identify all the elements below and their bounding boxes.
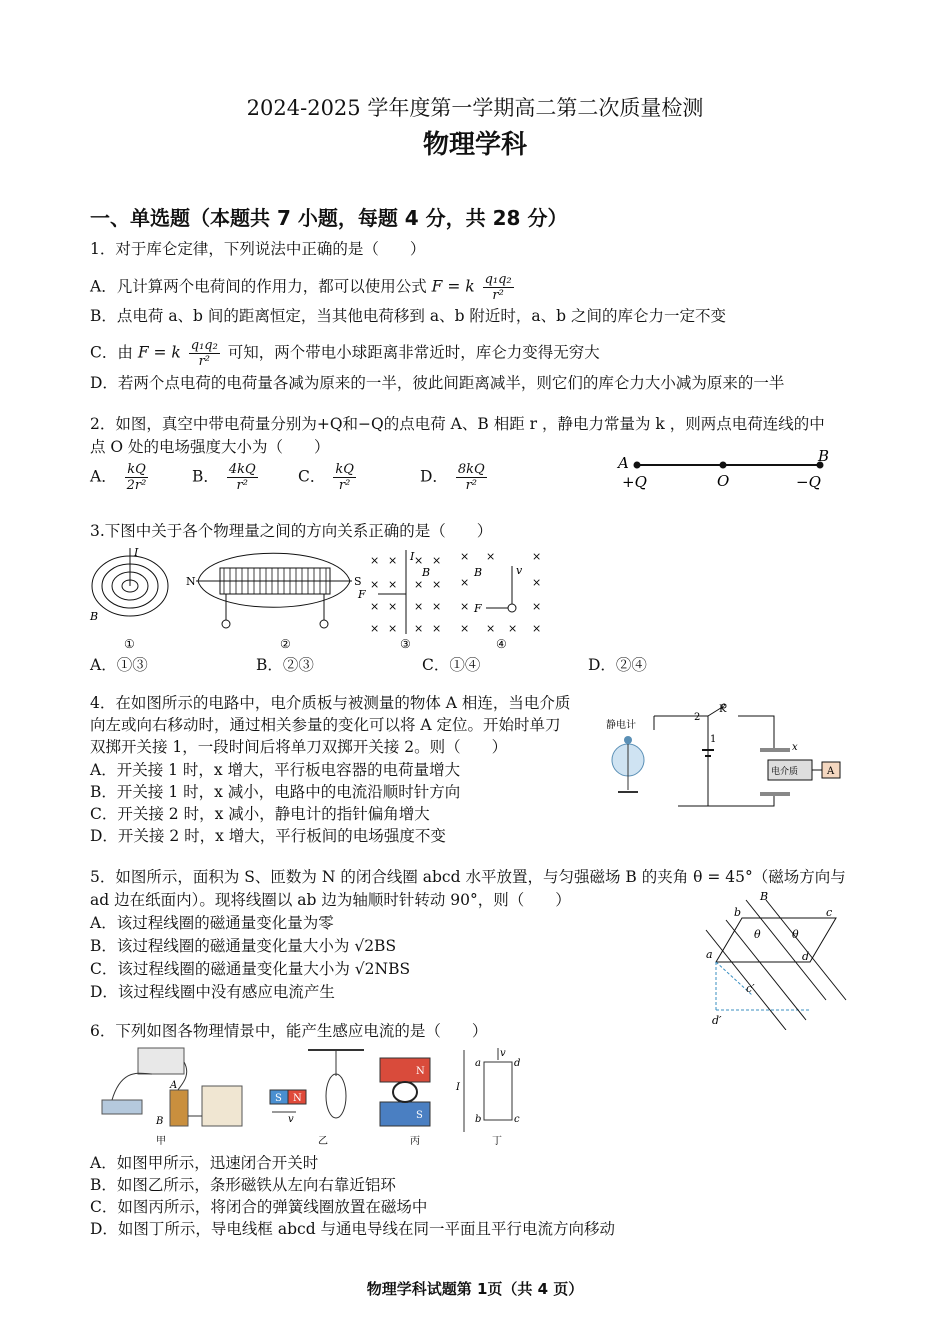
- q3-fig4-moving-charge: [460, 550, 541, 651]
- q6-caption-bing: 丙: [410, 1136, 420, 1147]
- q4-label-x: x: [792, 742, 798, 753]
- q5-label-a: a: [706, 948, 713, 961]
- q1-option-d: D．若两个点电荷的电荷量各减为原来的一半，彼此间距离减半，则它们的库仑力大小减为原来的一半: [90, 374, 785, 392]
- svg-text:×: ×: [460, 622, 470, 635]
- q4-option-a: A．开关接 1 时，x 增大，平行板电容器的电荷量增大: [90, 761, 461, 779]
- svg-text:×: ×: [432, 622, 442, 635]
- q2-b-den: r²: [236, 478, 248, 493]
- q6-option-c: C．如图丙所示，将闭合的弹簧线圈放置在磁场中: [90, 1198, 428, 1216]
- q3-option-a: A．①③: [90, 656, 148, 674]
- q6-jia-b: B: [156, 1116, 164, 1127]
- q5-label-d-prime: d′: [712, 1014, 722, 1027]
- q3-fig2-solenoid: [186, 553, 362, 651]
- q4-label-a: A: [827, 766, 835, 777]
- q6-fig-ding-wire-frame: [455, 1048, 520, 1147]
- q5-option-c: C．该过程线圈的磁通量变化量大小为 √2NBS: [90, 960, 411, 978]
- q2-point-o: [720, 462, 727, 469]
- q6-bing-n: N: [416, 1066, 425, 1077]
- q2-a-label: A．: [90, 467, 117, 486]
- q6-option-b: B．如图乙所示，条形磁铁从左向右靠近铝环: [90, 1176, 396, 1194]
- q6-yi-v: v: [288, 1114, 294, 1125]
- q2-figure: [610, 448, 840, 498]
- q4-option-d: D．开关接 2 时，x 增大，平行板间的电场强度不变: [90, 827, 446, 845]
- page-footer: 物理学科试题第 1页（共 4 页）: [366, 1280, 584, 1298]
- svg-text:×: ×: [532, 600, 542, 613]
- q6-option-a: A．如图甲所示，迅速闭合开关时: [90, 1154, 319, 1172]
- q1-a-frac-num: q₁q₂: [484, 272, 512, 287]
- q5-coil-figure: [696, 890, 856, 1030]
- q5-stem-line2: ad 边在纸面内）。现将线圈以 ab 边为轴顺时针转动 90°，则（ ）: [90, 891, 571, 909]
- q6-option-d: D．如图丁所示，导电线框 abcd 与通电导线在同一平面且平行电流方向移动: [90, 1220, 616, 1238]
- q6-caption-yi: 乙: [318, 1136, 328, 1147]
- q3-fig2-n: N: [186, 575, 196, 588]
- svg-text:×: ×: [532, 550, 542, 563]
- q3-caption-3: ③: [400, 637, 411, 651]
- svg-text:×: ×: [460, 600, 470, 613]
- q1-option-b: B．点电荷 a、b 间的距离恒定，当其他电荷移到 a、b 附近时，a、b 之间的库仑力一定不变: [90, 307, 727, 325]
- q3-stem: 3.下图中关于各个物理量之间的方向关系正确的是（ ）: [90, 522, 493, 540]
- q2-point-a: [634, 462, 641, 469]
- q6-figures: [92, 1046, 532, 1150]
- svg-text:×: ×: [460, 550, 470, 563]
- svg-text:×: ×: [388, 578, 398, 591]
- q2-c-den: r²: [338, 478, 351, 493]
- svg-text:×: ×: [388, 622, 398, 635]
- exam-title: 2024-2025 学年度第一学期高二第二次质量检测: [246, 96, 704, 120]
- svg-text:×: ×: [388, 600, 398, 613]
- q4-label-electroscope: 静电计: [606, 720, 636, 731]
- q3-fig3-b: B: [422, 566, 431, 579]
- q2-c-fraction: [333, 462, 356, 493]
- q1-c-formula-lhs: F = k: [137, 343, 181, 362]
- q4-label-1: 1: [710, 734, 717, 745]
- q3-fig4-v: v: [516, 564, 523, 577]
- q6-ding-b: b: [475, 1114, 482, 1125]
- q4-circuit-figure: [606, 700, 846, 812]
- q2-d-num: 8kQ: [457, 462, 485, 477]
- q5-label-b-field: B: [760, 890, 769, 903]
- q5-option-b: B．该过程线圈的磁通量变化量大小为 √2BS: [90, 937, 397, 955]
- q3-fig3-i: I: [410, 550, 415, 563]
- q6-stem: 6．下列如图各物理情景中，能产生感应电流的是（ ）: [90, 1022, 488, 1040]
- q1-c-pre: C．由: [90, 343, 133, 362]
- q4-label-k: K: [719, 704, 727, 715]
- q3-fig3-field-wire: [357, 550, 441, 651]
- q2-d-den: r²: [465, 478, 477, 493]
- svg-text:×: ×: [432, 554, 442, 567]
- q3-fig1-concentric-field: [89, 546, 168, 651]
- svg-text:×: ×: [370, 578, 380, 591]
- q2-option-d: [420, 462, 490, 493]
- q3-fig2-s: S: [354, 575, 362, 588]
- q3-caption-1: ①: [124, 637, 135, 651]
- q6-ding-a: a: [475, 1058, 481, 1069]
- q6-yi-n: N: [293, 1093, 302, 1104]
- q4-option-c: C．开关接 2 时，x 减小，静电计的指针偏角增大: [90, 805, 430, 823]
- q3-caption-4: ④: [496, 637, 507, 651]
- q1-a-formula-lhs: F = k: [431, 277, 475, 296]
- q5-label-theta-2: θ: [792, 928, 799, 941]
- q1-a-text: A．凡计算两个电荷间的作用力，都可以使用公式: [90, 277, 427, 296]
- q3-option-c: C．①④: [422, 656, 481, 674]
- q4-stem-line3: 双掷开关接 1，一段时间后将单刀双掷开关接 2。则（ ）: [90, 738, 508, 756]
- q6-caption-jia: 甲: [156, 1136, 166, 1147]
- q2-b-label: B．: [192, 467, 219, 486]
- q2-label-plusq: +Q: [622, 473, 647, 491]
- q3-figures: [88, 544, 548, 652]
- q1-c-post: 可知，两个带电小球距离非常近时，库仑力变得无穷大: [227, 343, 600, 362]
- q2-b-fraction: [227, 462, 258, 493]
- q6-caption-ding: 丁: [492, 1136, 502, 1147]
- svg-text:×: ×: [532, 576, 542, 589]
- q6-bing-s: S: [416, 1110, 423, 1121]
- svg-text:×: ×: [486, 550, 496, 563]
- svg-text:×: ×: [370, 622, 380, 635]
- q2-label-o: O: [717, 472, 730, 490]
- q6-ding-c: c: [514, 1114, 520, 1125]
- svg-text:×: ×: [388, 554, 398, 567]
- q3-fig1-b: B: [90, 610, 99, 623]
- q2-d-label: D．: [420, 467, 448, 486]
- q2-c-num: kQ: [335, 462, 354, 477]
- q1-c-fraction: [189, 338, 220, 369]
- q6-jia-a: A: [170, 1080, 178, 1091]
- q5-label-d: d: [802, 950, 810, 963]
- svg-text:×: ×: [432, 578, 442, 591]
- subject-title: 物理学科: [422, 130, 527, 160]
- svg-text:×: ×: [508, 622, 518, 635]
- q5-label-c: c: [826, 906, 833, 919]
- q4-stem-line1: 4．在如图所示的电路中，电介质板与被测量的物体 A 相连，当电介质: [90, 694, 571, 712]
- q5-option-d: D．该过程线圈中没有感应电流产生: [90, 983, 335, 1001]
- q5-option-a: A．该过程线圈的磁通量变化量为零: [90, 914, 334, 932]
- q2-label-b: B: [818, 448, 830, 465]
- q5-label-b: b: [734, 906, 742, 919]
- q3-caption-2: ②: [280, 637, 291, 651]
- q6-fig-yi-magnet-ring: [270, 1050, 364, 1147]
- q3-fig4-f: F: [474, 602, 482, 615]
- svg-text:×: ×: [414, 600, 424, 613]
- q6-ding-v: v: [500, 1048, 506, 1059]
- q3-option-b: B．②③: [256, 656, 314, 674]
- svg-text:×: ×: [486, 622, 496, 635]
- q5-label-theta-1: θ: [754, 928, 761, 941]
- q2-label-minusq: −Q: [796, 473, 821, 491]
- svg-text:×: ×: [370, 554, 380, 567]
- svg-text:×: ×: [370, 600, 380, 613]
- q2-a-fraction: [125, 462, 149, 493]
- q6-ding-d: d: [514, 1058, 521, 1069]
- svg-text:×: ×: [460, 576, 470, 589]
- q1-option-a: [90, 272, 517, 303]
- q3-fig1-i: I: [134, 546, 139, 559]
- q2-stem-line1: 2．如图，真空中带电荷量分别为+Q和−Q的点电荷 A、B 相距 r ，静电力常量为 k ，则两点电荷连线的中: [90, 415, 825, 433]
- q2-option-c: [298, 462, 359, 493]
- q2-stem-line2: 点 O 处的电场强度大小为（ ）: [90, 438, 330, 456]
- q3-fig4-b: B: [474, 566, 483, 579]
- q4-option-b: B．开关接 1 时，x 减小，电路中的电流沿顺时针方向: [90, 783, 461, 801]
- q1-c-frac-num: q₁q₂: [190, 338, 218, 353]
- section-heading: 一、单选题（本题共 7 小题，每题 4 分，共 28 分）: [90, 206, 568, 230]
- svg-text:×: ×: [414, 622, 424, 635]
- q3-fig3-f: F: [358, 588, 366, 601]
- q1-a-frac-den: r²: [492, 288, 504, 303]
- q6-fig-jia-circuit: [102, 1048, 242, 1147]
- q5-label-c-prime: c′: [746, 982, 755, 995]
- q2-option-b: [192, 462, 261, 493]
- svg-text:×: ×: [532, 622, 542, 635]
- q1-c-frac-den: r²: [198, 354, 210, 369]
- q5-stem-line1: 5．如图所示，面积为 S、匝数为 N 的闭合线圈 abcd 水平放置，与匀强磁场 B 的夹角 θ = 45°（磁场方向与: [90, 868, 846, 886]
- q2-label-a: A: [618, 454, 629, 472]
- q2-b-num: 4kQ: [228, 462, 256, 477]
- svg-text:×: ×: [414, 554, 424, 567]
- q4-stem-line2: 向左或向右移动时，通过相关参量的变化可以将 A 定位。开始时单刀: [90, 716, 561, 734]
- q6-fig-bing-magnet-coil: [380, 1058, 430, 1147]
- q4-label-dielectric: 电介质: [771, 767, 799, 777]
- svg-text:×: ×: [414, 578, 424, 591]
- svg-text:×: ×: [432, 600, 442, 613]
- q3-option-d: D．②④: [588, 656, 647, 674]
- q2-a-num: kQ: [125, 462, 149, 478]
- q2-c-label: C．: [298, 467, 326, 486]
- q2-d-fraction: [456, 462, 487, 493]
- q1-stem: 1．对于库仑定律，下列说法中正确的是（ ）: [90, 240, 426, 258]
- q6-yi-s: S: [275, 1093, 282, 1104]
- q1-a-fraction: [483, 272, 514, 303]
- q2-a-den: 2r²: [126, 478, 147, 493]
- q2-option-a: [90, 462, 151, 493]
- q4-label-2: 2: [694, 712, 701, 723]
- q6-ding-i: I: [456, 1082, 460, 1093]
- q1-option-c: [90, 338, 600, 369]
